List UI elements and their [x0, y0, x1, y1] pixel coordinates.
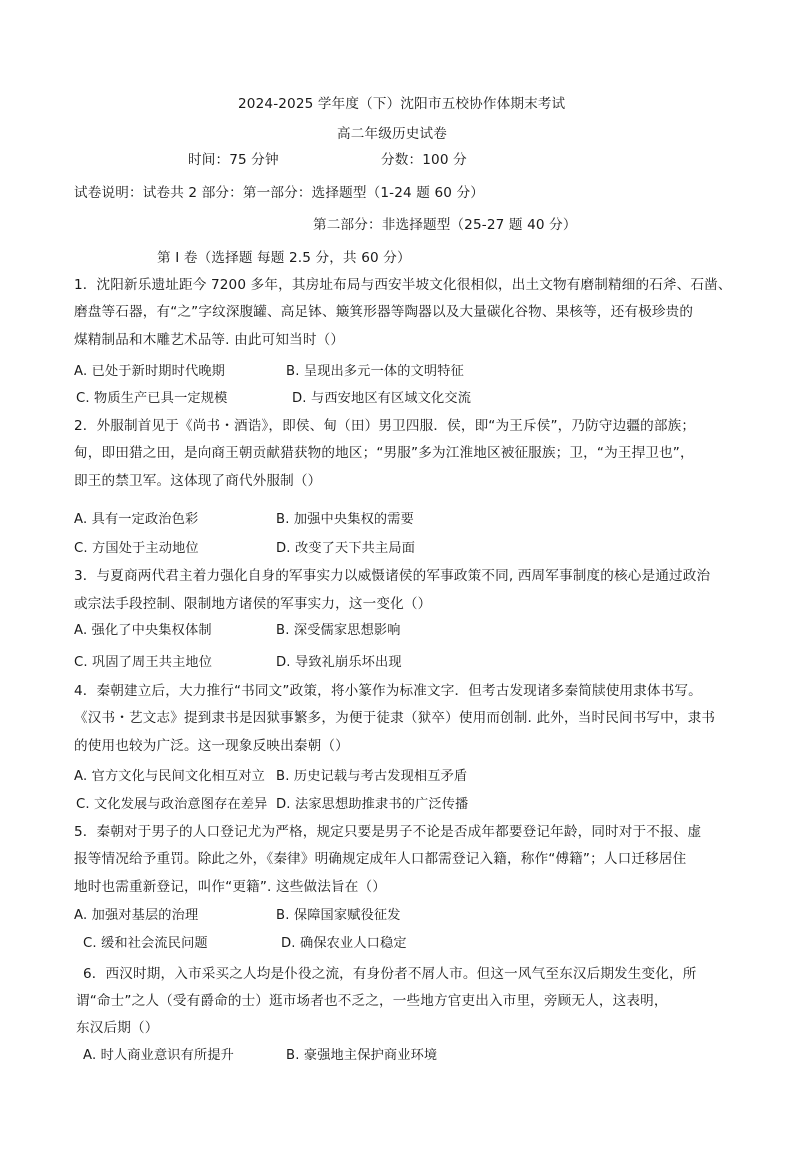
option-a: A. 具有一定政治色彩 [74, 512, 199, 527]
question-line: 5．秦朝对于男子的人口登记尤为严格，规定只要是男子不论是否成年都要登记年龄，同时对于不报、虚 [74, 824, 702, 840]
question-line: 6．西汉时期，入市采买之人均是仆役之流，有身份者不屑人市。但这一风气至东汉后期发生变化，所 [83, 966, 697, 982]
exam-instructions-part2: 第二部分：非选择题型（25-27 题 40 分） [313, 217, 577, 233]
question-line: 2．外服制首见于《尚书・酒诰》，即侯、甸（田）男卫四服．侯，即“为王斥侯”，乃防守边疆的部族； [74, 418, 696, 434]
option-d: D. 确保农业人口稳定 [281, 936, 407, 951]
option-a: A. 强化了中央集权体制 [74, 623, 212, 638]
question-line: 或宗法手段控制、限制地方诸侯的军事实力，这一变化（） [74, 596, 432, 612]
question-line: 3．与夏商两代君主着力强化自身的军事实力以威慑诸侯的军事政策不同, 西周军事制度的核心是通过政治 [74, 568, 711, 584]
exam-subtitle: 高二年级历史试卷 [337, 126, 447, 142]
option-c: C. 物质生产已具一定规模 [76, 391, 228, 406]
question-line: 甸，即田猎之田，是向商王朝贡献猎获物的地区；“男服”多为江淮地区被征服族；卫，“为王捍卫也”， [74, 445, 694, 461]
exam-title: 2024-2025 学年度（下）沈阳市五校协作体期末考试 [238, 96, 566, 112]
question-line: 《汉书・艺文志》提到隶书是因狱事繁多，为便于徒隶（狱卒）使用而创制. 此外，当时民间书写中，隶书 [74, 710, 716, 726]
option-a: A. 加强对基层的治理 [74, 908, 199, 923]
question-line: 谓“命士”之人（受有爵命的士）逛市场者也不乏之，一些地方官吏出入市里，旁顾无人，这表明， [76, 993, 668, 1009]
option-a: A. 时人商业意识有所提升 [83, 1048, 234, 1063]
option-d: D. 改变了天下共主局面 [276, 541, 416, 556]
exam-instructions: 试卷说明：试卷共 2 部分：第一部分：选择题型（1-24 题 60 分） [74, 185, 485, 201]
question-line: 报等情况给予重罚。除此之外，《秦律》明确规定成年人口都需登记入籍，称作“傅籍”；人口迁移居住 [74, 851, 687, 867]
option-b: B. 深受儒家思想影响 [276, 623, 401, 638]
option-a: A. 官方文化与民间文化相互对立 [74, 769, 266, 784]
option-d: D. 与西安地区有区域文化交流 [292, 391, 472, 406]
option-d: D. 法家思想助推隶书的广泛传播 [276, 797, 469, 812]
option-c: C. 文化发展与政治意图存在差异 [76, 797, 268, 812]
option-b: B. 加强中央集权的需要 [276, 512, 414, 527]
exam-time: 时间：75 分钟 [188, 152, 279, 168]
question-line: 的使用也较为广泛。这一现象反映出秦朝（） [74, 738, 349, 754]
section-title: 第 I 卷（选择题 每题 2.5 分，共 60 分） [157, 250, 411, 266]
option-c: C. 方国处于主动地位 [74, 541, 199, 556]
option-c: C. 缓和社会流民问题 [83, 936, 208, 951]
question-line: 磨盘等石器，有“之”字纹深腹罐、高足钵、簸箕形器等陶器以及大量碳化谷物、果核等，还有极珍贵的 [74, 304, 694, 320]
question-line: 即王的禁卫军。这体现了商代外服制（） [74, 473, 322, 489]
exam-score: 分数：100 分 [381, 152, 467, 168]
option-b: B. 豪强地主保护商业环境 [286, 1048, 438, 1063]
question-line: 地时也需重新登记，叫作“更籍”. 这些做法旨在（） [74, 879, 386, 895]
option-b: B. 历史记载与考古发现相互矛盾 [276, 769, 468, 784]
option-a: A. 已处于新时期时代晚期 [74, 364, 225, 379]
option-c: C. 巩固了周王共主地位 [74, 655, 213, 670]
option-b: B. 呈现出多元一体的文明特征 [286, 364, 464, 379]
question-line: 4．秦朝建立后，大力推行“书同文”政策，将小篆作为标准文字．但考古发现诸多秦简牍使用隶体书写。 [74, 683, 702, 699]
question-line: 煤精制品和木雕艺术品等. 由此可知当时（） [74, 332, 345, 348]
option-d: D. 导致礼崩乐坏出现 [276, 655, 402, 670]
question-line: 1．沈阳新乐遗址距今 7200 多年，其房址布局与西安半坡文化很相似，出土文物有磨制精细的石斧、石凿、 [74, 277, 732, 293]
option-b: B. 保障国家赋役征发 [276, 908, 401, 923]
question-line: 东汉后期（） [76, 1020, 159, 1036]
